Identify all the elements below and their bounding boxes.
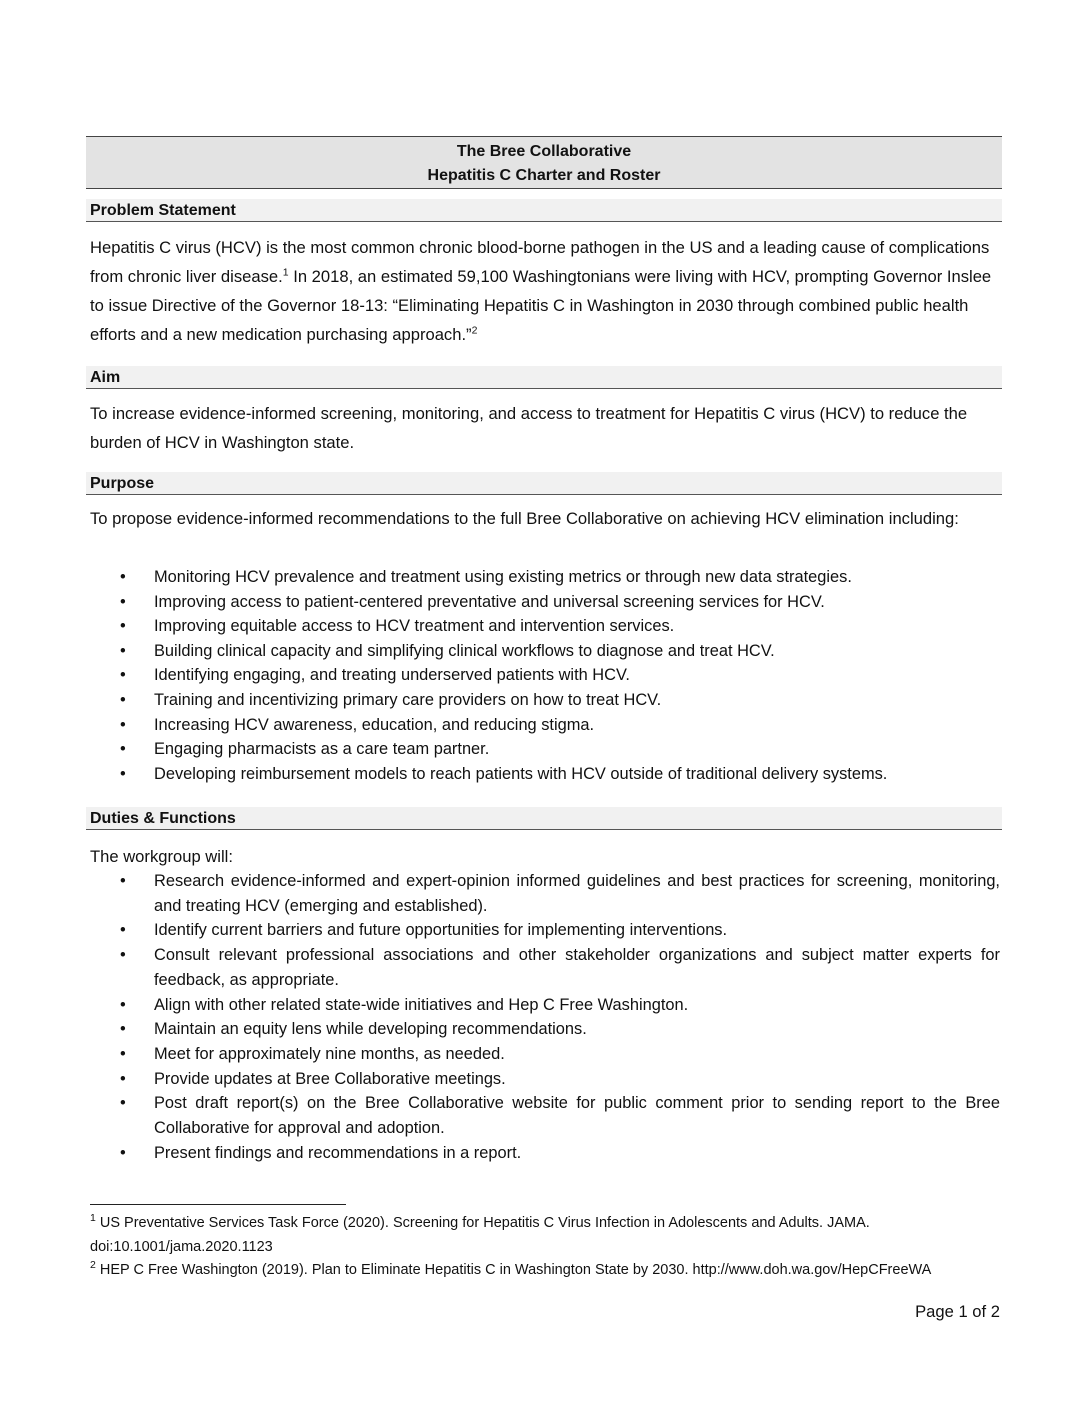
footnote-2 bbox=[90, 1259, 1000, 1283]
bullet-icon: • bbox=[120, 1143, 126, 1162]
list-item: • Improving equitable access to HCV treatment and intervention services. bbox=[90, 614, 1000, 639]
list-item: • Increasing HCV awareness, education, and reducing stigma. bbox=[90, 713, 1000, 738]
bullet-icon: • bbox=[120, 1069, 126, 1088]
bullet-icon: • bbox=[120, 666, 126, 685]
list-item: • Training and incentivizing primary care providers on how to treat HCV. bbox=[90, 688, 1000, 713]
list-item: • Monitoring HCV prevalence and treatment using existing metrics or through new data strategies. bbox=[90, 565, 1000, 590]
org-title: The Bree Collaborative bbox=[456, 143, 632, 160]
purpose-heading: Purpose bbox=[86, 472, 1002, 495]
problem-statement-heading: Problem Statement bbox=[86, 199, 1002, 222]
bullet-icon: • bbox=[120, 617, 126, 636]
list-item: • Align with other related state-wide initiatives and Hep C Free Washington. bbox=[90, 993, 1000, 1018]
aim-text: To increase evidence-informed screening, monitoring, and access to treatment for Hepatitis C virus (HCV) to reduce the burden of HCV in Washington state. bbox=[90, 404, 968, 452]
document-title: Hepatitis C Charter and Roster bbox=[427, 167, 661, 184]
problem-text-part2: In 2018, an estimated 59,100 Washingtonians were living with HCV, prompting Governor Inslee to issue Directive of the Governor 18-13: “Eliminating Hepatitis C in Washington in 2030 through combined public health efforts and a new medication purchasing approach.” bbox=[90, 267, 992, 344]
list-item: • Identify current barriers and future opportunities for implementing interventions. bbox=[90, 918, 1000, 943]
footnote-ref-2[interactable]: 2 bbox=[471, 324, 478, 337]
bullet-icon: • bbox=[120, 592, 126, 611]
bullet-icon: • bbox=[120, 921, 126, 940]
bullet-icon: • bbox=[120, 641, 126, 660]
bullet-icon: • bbox=[120, 568, 126, 586]
list-item: • Maintain an equity lens while developing recommendations. bbox=[90, 1017, 1000, 1042]
bullet-icon: • bbox=[120, 946, 126, 965]
list-item: • Present findings and recommendations in a report. bbox=[90, 1141, 1000, 1166]
list-item: • Identifying engaging, and treating underserved patients with HCV. bbox=[90, 663, 1000, 688]
page-number: Page 1 of 2 bbox=[915, 1302, 1000, 1321]
bullet-icon: • bbox=[120, 740, 126, 759]
problem-statement-text bbox=[90, 233, 1000, 349]
footnote-number-2: 2 bbox=[90, 1259, 96, 1272]
footnote-ref-1[interactable]: 1 bbox=[282, 266, 289, 279]
duties-heading: Duties & Functions bbox=[86, 807, 1002, 830]
list-item: • Meet for approximately nine months, as needed. bbox=[90, 1042, 1000, 1067]
footnote-1 bbox=[90, 1212, 1000, 1259]
duties-intro: The workgroup will: bbox=[90, 847, 233, 866]
bullet-icon: • bbox=[120, 690, 126, 709]
list-item: • Developing reimbursement models to reach patients with HCV outside of traditional delivery systems. bbox=[90, 762, 1000, 787]
footnote-text-2[interactable]: HEP C Free Washington (2019). Plan to Eliminate Hepatitis C in Washington State by 2030. http://www.doh.wa.gov/HepCFreeWA bbox=[95, 1262, 932, 1278]
list-item: • Consult relevant professional associations and other stakeholder organizations and subject matter experts for feedback, as appropriate. bbox=[90, 943, 1000, 992]
title-banner bbox=[86, 136, 1002, 189]
problem-text-part1: Hepatitis C virus (HCV) is the most common chronic blood-borne pathogen in the US and a leading cause of complications from chronic liver disease. bbox=[90, 238, 990, 286]
bullet-icon: • bbox=[120, 872, 126, 890]
bullet-icon: • bbox=[120, 1044, 126, 1063]
bullet-icon: • bbox=[120, 715, 126, 734]
bullet-icon: • bbox=[120, 1094, 126, 1113]
footnotes bbox=[90, 1212, 1000, 1283]
list-item: • Engaging pharmacists as a care team partner. bbox=[90, 737, 1000, 762]
bullet-icon: • bbox=[120, 1020, 126, 1039]
footnote-separator bbox=[90, 1204, 346, 1205]
list-item: • Improving access to patient-centered preventative and universal screening services for HCV. bbox=[90, 590, 1000, 615]
bullet-icon: • bbox=[120, 995, 126, 1014]
list-item: • Building clinical capacity and simplifying clinical workflows to diagnose and treat HCV. bbox=[90, 639, 1000, 664]
list-item: • Post draft report(s) on the Bree Collaborative website for public comment prior to sending report to the Bree Collaborative for approval and adoption. bbox=[90, 1091, 1000, 1140]
bullet-icon: • bbox=[120, 764, 126, 783]
aim-heading: Aim bbox=[86, 366, 1002, 389]
list-item: • Provide updates at Bree Collaborative meetings. bbox=[90, 1067, 1000, 1092]
list-item: • Research evidence-informed and expert-opinion informed guidelines and best practices for screening, monitoring, and treating HCV (emerging and established). bbox=[90, 869, 1000, 918]
purpose-intro: To propose evidence-informed recommendations to the full Bree Collaborative on achieving HCV elimination including: bbox=[90, 509, 959, 528]
footnote-text-1: US Preventative Services Task Force (2020). Screening for Hepatitis C Virus Infection in Adolescents and Adults. JAMA. doi:10.1001/jama.2020.1123 bbox=[90, 1215, 870, 1255]
duties-list bbox=[90, 869, 1000, 1165]
footnote-number-1: 1 bbox=[90, 1212, 96, 1225]
purpose-list bbox=[90, 565, 1000, 786]
